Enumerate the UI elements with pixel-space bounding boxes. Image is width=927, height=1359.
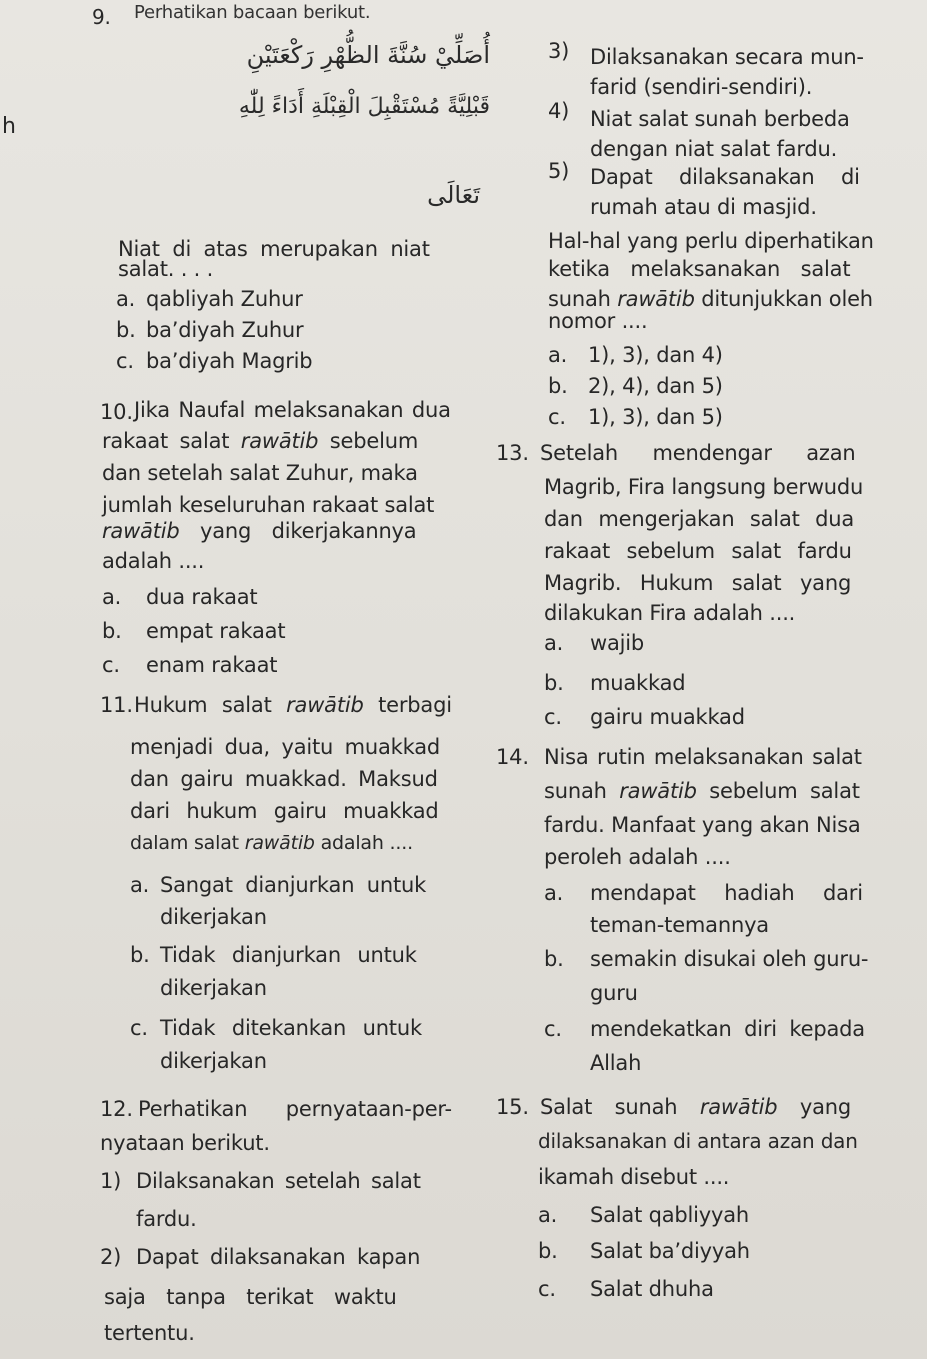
option-letter: c. bbox=[544, 705, 562, 729]
question-stem: adalah .... bbox=[102, 549, 205, 573]
statement-number: 5) bbox=[548, 159, 570, 183]
option-letter: b. bbox=[102, 619, 122, 643]
arabic-niat-line-3: تَعَالَى bbox=[427, 181, 480, 209]
arabic-niat-line-2: قَبْلِيَّةً مُسْتَقْبِلَ الْقِبْلَةِ أَدَاءً لِلّٰهِ bbox=[238, 94, 490, 119]
option-letter: b. bbox=[116, 318, 136, 342]
question-stem: Magrib, Fira langsung berwudu bbox=[544, 475, 864, 499]
option-text: semakin disukai oleh guru- bbox=[590, 947, 869, 971]
question-stem: ketika melaksanakan salat bbox=[548, 257, 851, 281]
option-letter: b. bbox=[544, 947, 564, 971]
option-text: qabliyah Zuhur bbox=[146, 287, 303, 311]
question-stem: Setelah mendengar azan bbox=[540, 441, 856, 465]
question-stem: dan setelah salat Zuhur, maka bbox=[102, 461, 418, 485]
option-text: Salat qabliyyah bbox=[590, 1203, 750, 1227]
statement-text: farid (sendiri-sendiri). bbox=[590, 75, 813, 99]
question-stem: dalam salat rawātib adalah .... bbox=[130, 832, 413, 854]
question-stem: salat. . . . bbox=[118, 257, 214, 281]
option-letter: a. bbox=[116, 287, 136, 311]
question-number: 10. bbox=[100, 400, 133, 424]
option-letter: c. bbox=[538, 1277, 556, 1301]
question-stem: dari hukum gairu muakkad bbox=[130, 799, 439, 823]
option-text: teman-temannya bbox=[590, 913, 769, 937]
option-text: 2), 4), dan 5) bbox=[588, 374, 723, 398]
statement-text: Dapat dilaksanakan kapan bbox=[136, 1245, 421, 1269]
option-text: mendapat hadiah dari bbox=[590, 881, 863, 905]
option-letter: b. bbox=[130, 943, 150, 967]
option-text: Sangat dianjurkan untuk bbox=[160, 873, 427, 897]
option-text: dua rakaat bbox=[146, 585, 258, 609]
option-text: dikerjakan bbox=[160, 976, 267, 1000]
question-stem: Perhatikan pernyataan-per- bbox=[138, 1097, 452, 1121]
question-stem: menjadi dua, yaitu muakkad bbox=[130, 735, 441, 759]
option-text: dikerjakan bbox=[160, 1049, 267, 1073]
option-letter: c. bbox=[116, 349, 134, 373]
option-letter: a. bbox=[544, 631, 564, 655]
option-letter: a. bbox=[544, 881, 564, 905]
option-text: Tidak dianjurkan untuk bbox=[160, 943, 417, 967]
question-stem: dilaksanakan di antara azan dan bbox=[538, 1129, 858, 1153]
question-stem: rakaat salat rawātib sebelum bbox=[102, 429, 419, 453]
option-text: Tidak ditekankan untuk bbox=[160, 1016, 422, 1040]
option-letter: c. bbox=[548, 405, 566, 429]
question-stem: nomor .... bbox=[548, 309, 648, 333]
option-letter: a. bbox=[538, 1203, 558, 1227]
option-letter: c. bbox=[102, 653, 120, 677]
question-number: 15. bbox=[496, 1095, 529, 1119]
statement-text: Niat salat sunah berbeda bbox=[590, 107, 850, 131]
question-number: 13. bbox=[496, 441, 529, 465]
option-letter: a. bbox=[102, 585, 122, 609]
statement-text: Dilaksanakan setelah salat bbox=[136, 1169, 421, 1193]
question-stem: peroleh adalah .... bbox=[544, 845, 731, 869]
question-number: 14. bbox=[496, 745, 529, 769]
option-letter: c. bbox=[130, 1016, 148, 1040]
statement-text: dengan niat salat fardu. bbox=[590, 137, 838, 161]
option-text: Salat ba’diyyah bbox=[590, 1239, 750, 1263]
question-stem: dan gairu muakkad. Maksud bbox=[130, 767, 438, 791]
question-stem: Magrib. Hukum salat yang bbox=[544, 571, 852, 595]
option-letter: a. bbox=[130, 873, 150, 897]
option-letter: b. bbox=[548, 374, 568, 398]
statement-text: rumah atau di masjid. bbox=[590, 195, 817, 219]
question-stem: dan mengerjakan salat dua bbox=[544, 507, 855, 531]
option-text: Salat dhuha bbox=[590, 1277, 714, 1301]
margin-mark: h bbox=[2, 114, 16, 139]
question-stem: Niat di atas merupakan niat bbox=[118, 237, 430, 261]
option-letter: a. bbox=[548, 343, 568, 367]
question-number: 12. bbox=[100, 1097, 133, 1121]
option-text: 1), 3), dan 5) bbox=[588, 405, 723, 429]
option-text: ba’diyah Magrib bbox=[146, 349, 313, 373]
question-stem: dilakukan Fira adalah .... bbox=[544, 601, 796, 625]
question-stem: ikamah disebut .... bbox=[538, 1165, 730, 1189]
statement-number: 4) bbox=[548, 99, 570, 123]
question-stem: sunah rawātib ditunjukkan oleh bbox=[548, 287, 873, 311]
question-stem: Hal-hal yang perlu diperhatikan bbox=[548, 229, 874, 253]
option-text: muakkad bbox=[590, 671, 686, 695]
option-text: gairu muakkad bbox=[590, 705, 745, 729]
question-stem: rakaat sebelum salat fardu bbox=[544, 539, 852, 563]
option-text: ba’diyah Zuhur bbox=[146, 318, 304, 342]
option-text: Allah bbox=[590, 1051, 642, 1075]
question-stem: rawātib yang dikerjakannya bbox=[102, 519, 417, 543]
question-stem: jumlah keseluruhan rakaat salat bbox=[102, 493, 435, 517]
question-intro: Perhatikan bacaan berikut. bbox=[134, 2, 371, 23]
statement-text: tertentu. bbox=[104, 1321, 195, 1345]
option-text: enam rakaat bbox=[146, 653, 278, 677]
statement-number: 2) bbox=[100, 1245, 122, 1269]
question-stem: Jika Naufal melaksanakan dua bbox=[134, 398, 451, 422]
option-letter: c. bbox=[544, 1017, 562, 1041]
question-stem: nyataan berikut. bbox=[100, 1131, 270, 1155]
statement-text: Dilaksanakan secara mun- bbox=[590, 45, 864, 69]
option-text: 1), 3), dan 4) bbox=[588, 343, 723, 367]
statement-text: saja tanpa terikat waktu bbox=[104, 1285, 397, 1309]
statement-number: 3) bbox=[548, 39, 570, 63]
question-number: 11. bbox=[100, 693, 133, 717]
question-stem: Hukum salat rawātib terbagi bbox=[134, 693, 452, 717]
question-stem: fardu. Manfaat yang akan Nisa bbox=[544, 813, 861, 837]
option-text: guru bbox=[590, 981, 638, 1005]
arabic-niat-line-1: أُصَلِّيْ سُنَّةَ الظُّهْرِ رَكْعَتَيْنِ bbox=[246, 41, 490, 69]
statement-text: fardu. bbox=[136, 1207, 197, 1231]
option-text: empat rakaat bbox=[146, 619, 286, 643]
question-stem: Salat sunah rawātib yang bbox=[540, 1095, 851, 1119]
question-stem: sunah rawātib sebelum salat bbox=[544, 779, 860, 803]
option-letter: b. bbox=[544, 671, 564, 695]
question-stem: Nisa rutin melaksanakan salat bbox=[544, 745, 862, 769]
question-number: 9. bbox=[92, 5, 111, 29]
option-text: mendekatkan diri kepada bbox=[590, 1017, 865, 1041]
option-text: dikerjakan bbox=[160, 905, 267, 929]
option-letter: b. bbox=[538, 1239, 558, 1263]
statement-text: Dapat dilaksanakan di bbox=[590, 165, 860, 189]
option-text: wajib bbox=[590, 631, 645, 655]
statement-number: 1) bbox=[100, 1169, 122, 1193]
